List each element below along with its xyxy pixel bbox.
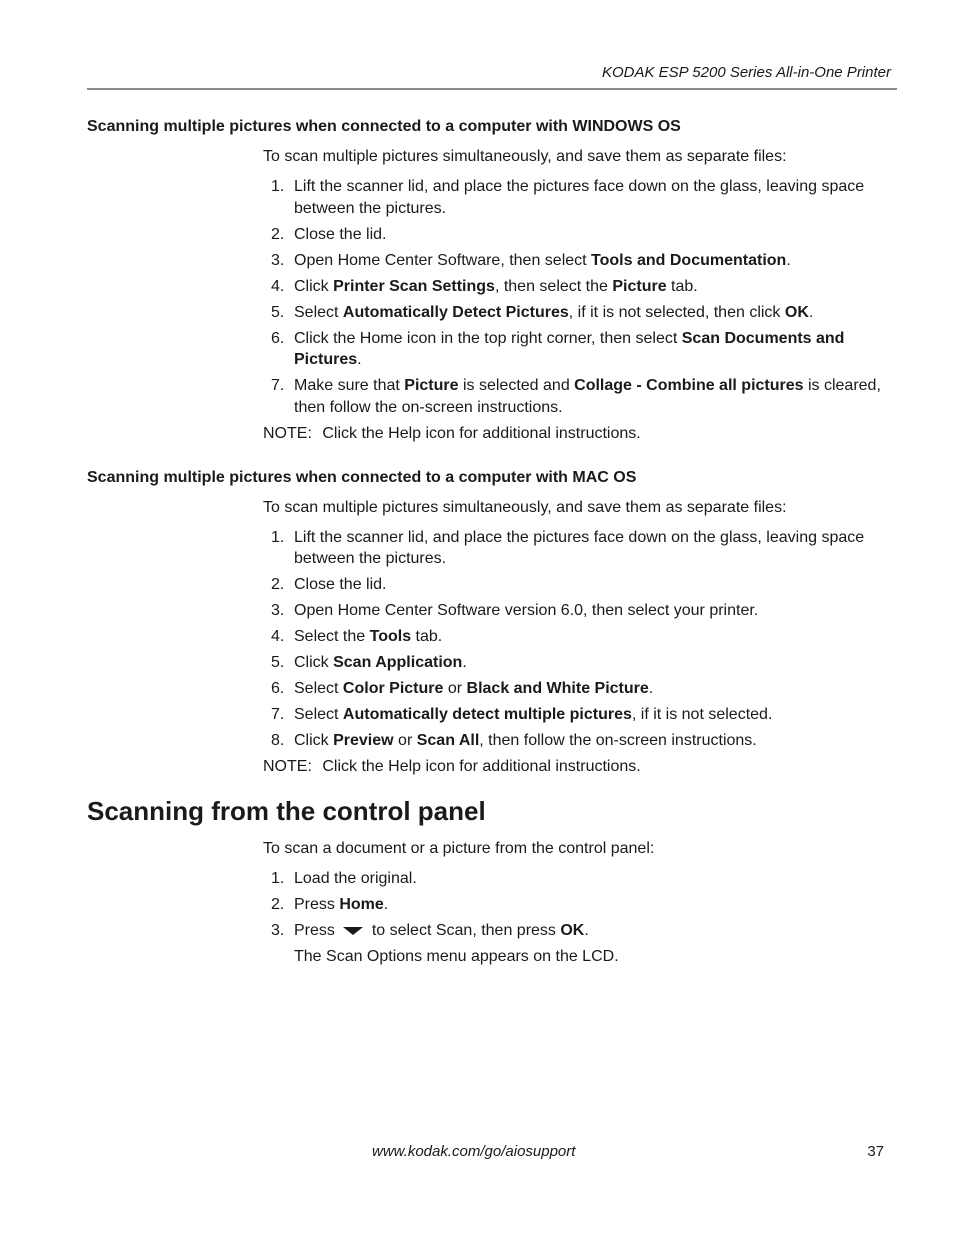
windows-section-heading: Scanning multiple pictures when connected to a computer with WINDOWS OS (87, 118, 681, 135)
step-number: 5. (271, 654, 285, 671)
step-text: tab. (411, 628, 443, 645)
list-item (271, 920, 897, 942)
step-text: , then select the (494, 277, 613, 295)
list-item (271, 250, 897, 272)
step-text: Select the (294, 628, 370, 645)
step-text: Click (294, 654, 334, 671)
step-number: 7. (271, 706, 285, 723)
mac-section (87, 467, 897, 779)
step-number: 5. (271, 303, 285, 321)
step-text-pre: Press (294, 896, 340, 913)
step-text-bold: Picture (404, 377, 459, 394)
step-text: . (462, 654, 467, 671)
step-text-bold: Automatically Detect Pictures (342, 303, 569, 321)
step-text: , if it is not selected. (631, 706, 773, 723)
step-text: Close the lid. (294, 576, 387, 593)
step-text-bold: Automatically detect multiple pictures (342, 706, 632, 723)
list-item (271, 574, 897, 596)
step-text: . (648, 680, 654, 697)
step-text-bold: Tools and Documentation (591, 251, 787, 269)
step-text: Open Home Center Software version 6.0, then select your printer. (294, 602, 759, 619)
step-text-bold: Black and White Picture (466, 680, 649, 697)
mac-intro: To scan multiple pictures simultaneously, and save them as separate files: (263, 498, 787, 516)
step-number: 3. (271, 251, 285, 269)
footer-url: www.kodak.com/go/aiosupport (372, 1143, 576, 1160)
step-number: 2. (271, 576, 285, 593)
step-text: Select (294, 706, 343, 723)
step-text-bold: OK (560, 922, 585, 939)
step-number: 3. (271, 602, 285, 619)
step-text: or (393, 732, 417, 749)
step-text-bold: Scan All (416, 732, 480, 749)
step-text: Make sure that (294, 377, 405, 394)
list-item (271, 730, 897, 752)
step-text-post: . (584, 922, 589, 939)
list-item (271, 375, 897, 418)
list-item (271, 328, 897, 371)
list-item (271, 224, 897, 246)
step-text-post: . (383, 896, 389, 913)
step-text-bold: Picture (612, 277, 667, 295)
step-text-bold: Home (339, 896, 384, 913)
list-item (271, 626, 897, 648)
step-result-text: The Scan Options menu appears on the LCD. (294, 948, 619, 965)
step-text: Select (294, 303, 343, 321)
header-title: KODAK ESP 5200 Series All-in-One Printer (601, 64, 891, 81)
step-text-bold: Color Picture (342, 680, 444, 697)
step-number: 4. (271, 277, 285, 295)
step-number: 1. (271, 178, 285, 195)
step-text: tab. (666, 277, 698, 295)
step-text: Load the original. (294, 870, 417, 887)
step-number: 1. (271, 870, 285, 887)
step-text-bold: Preview (333, 732, 394, 749)
step-number: 8. (271, 732, 285, 749)
note-text: Click the Help icon for additional instructions. (322, 758, 641, 775)
step-text: Select (294, 680, 343, 697)
step-number: 2. (271, 225, 285, 243)
note-label: NOTE: (263, 424, 312, 442)
control-panel-steps-list (271, 868, 897, 942)
step-number: 6. (271, 680, 285, 697)
list-item (271, 527, 897, 570)
step-text-pre: Press (294, 922, 335, 939)
note-text: Click the Help icon for additional instructions. (322, 424, 641, 442)
step-text: Click the Home icon in the top right corner, then select (294, 329, 682, 347)
control-panel-intro: To scan a document or a picture from the control panel: (263, 840, 655, 857)
page-footer (87, 1143, 897, 1165)
step-text: Lift the scanner lid, and place the pictures face down on the glass, leaving space between the pictures. (294, 178, 865, 217)
step-number: 1. (271, 528, 285, 546)
step-text: or (443, 680, 467, 697)
note-label: NOTE: (263, 758, 312, 775)
list-item (271, 276, 897, 298)
list-item (271, 600, 897, 622)
step-text: . (786, 251, 791, 269)
list-item (271, 868, 897, 890)
step-text-bold: Scan Application (333, 654, 463, 671)
page-content (87, 116, 897, 968)
list-item (271, 302, 897, 324)
step-text: Click (294, 277, 334, 295)
down-arrow-icon (343, 927, 363, 935)
step-number: 7. (271, 377, 285, 394)
step-text: . (808, 303, 814, 321)
mac-note (263, 756, 897, 778)
step-text: , then follow the on-screen instructions. (479, 732, 757, 749)
step-text: Lift the scanner lid, and place the pictures face down on the glass, leaving space between the pictures. (294, 528, 865, 567)
step-text: Open Home Center Software, then select (294, 251, 592, 269)
step-text: , if it is not selected, then click (568, 303, 785, 321)
windows-intro: To scan multiple pictures simultaneously, and save them as separate files: (263, 148, 787, 165)
page-header (87, 64, 897, 90)
step-text: Click (294, 732, 334, 749)
step-text-bold: Scan Documents and Pictures (294, 329, 845, 368)
step-text-bold: Collage - Combine all pictures (574, 377, 804, 394)
mac-section-heading: Scanning multiple pictures when connected to a computer with MAC OS (87, 468, 637, 486)
windows-steps-list (271, 176, 897, 418)
step-number: 3. (271, 922, 285, 939)
control-panel-heading: Scanning from the control panel (87, 796, 486, 826)
step-text: is cleared, then follow the on-screen instructions. (294, 377, 881, 416)
list-item (271, 894, 897, 916)
step-text: is selected and (458, 377, 575, 394)
list-item (271, 176, 897, 219)
mac-steps-list (271, 527, 897, 752)
windows-note (263, 423, 897, 445)
list-item (271, 678, 897, 700)
step-number: 2. (271, 896, 285, 913)
control-panel-section (87, 794, 897, 968)
step-text: . (357, 351, 362, 368)
list-item (271, 652, 897, 674)
step-text-bold: Printer Scan Settings (333, 277, 495, 295)
step-number: 6. (271, 329, 285, 347)
step-number: 4. (271, 628, 285, 645)
step-text-bold: Tools (369, 628, 412, 645)
list-item (271, 704, 897, 726)
step-text-bold: OK (784, 303, 809, 321)
windows-section (87, 116, 897, 445)
page-number: 37 (867, 1143, 884, 1160)
step-text: Close the lid. (294, 225, 387, 243)
step-text-mid: to select Scan, then press (371, 922, 561, 939)
